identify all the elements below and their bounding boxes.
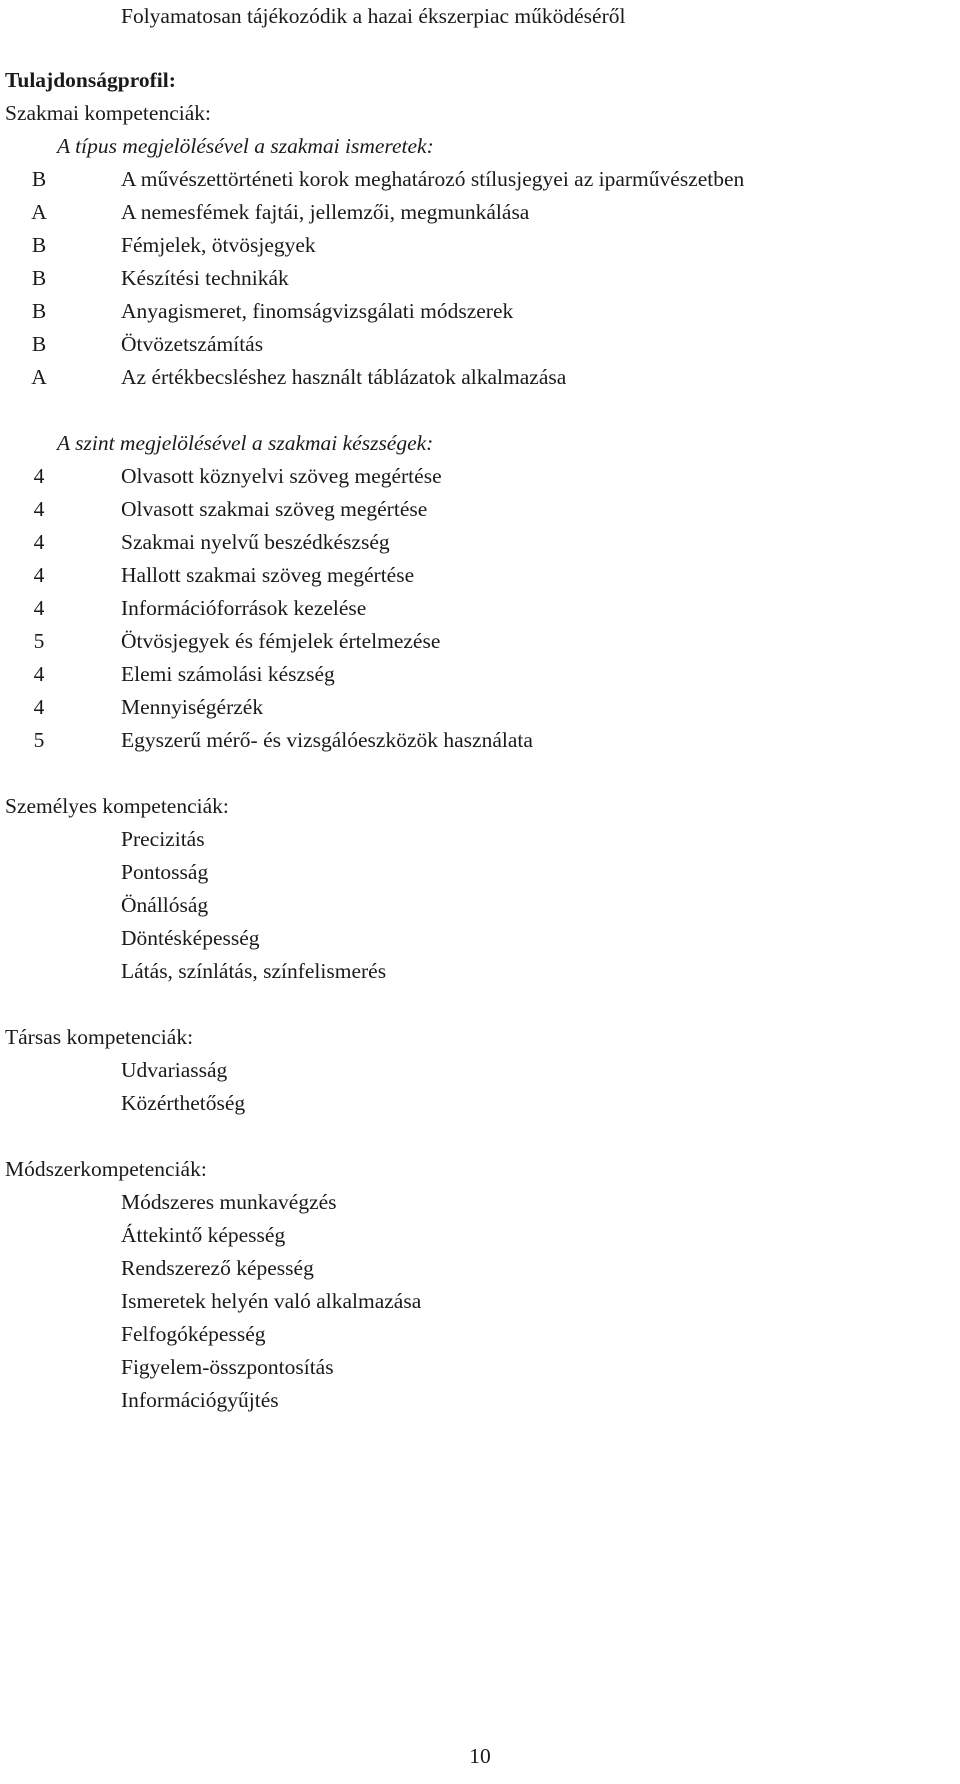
item-text: Olvasott szakmai szöveg megértése: [121, 497, 428, 521]
item-code: A: [31, 200, 47, 224]
item-level: 4: [33, 596, 45, 620]
method-heading: Módszerkompetenciák:: [5, 1157, 207, 1181]
item-text: Az értékbecsléshez használt táblázatok alkalmazása: [121, 365, 567, 389]
item-level: 5: [33, 728, 45, 752]
item-level: 5: [33, 629, 45, 653]
list-item: Látás, színlátás, színfelismerés: [121, 959, 387, 983]
item-text: Mennyiségérzék: [121, 695, 264, 719]
item-level: 4: [33, 695, 45, 719]
item-level: 4: [33, 662, 45, 686]
list-item: Felfogóképesség: [121, 1322, 266, 1346]
list-item: Pontosság: [121, 860, 209, 884]
list-item: Udvariasság: [121, 1058, 228, 1082]
personal-heading: Személyes kompetenciák:: [5, 794, 229, 818]
list-item: Információgyűjtés: [121, 1388, 279, 1412]
item-text: Információforrások kezelése: [121, 596, 367, 620]
item-text: Hallott szakmai szöveg megértése: [121, 563, 415, 587]
list-item: Önállóság: [121, 893, 209, 917]
list-item: Figyelem-összpontosítás: [121, 1355, 334, 1379]
item-code: B: [31, 299, 47, 323]
knowledge-heading: A típus megjelölésével a szakmai ismeretek:: [57, 134, 434, 158]
list-item: Precizitás: [121, 827, 205, 851]
item-text: A művészettörténeti korok meghatározó stílusjegyei az iparművészetben: [121, 167, 745, 191]
social-heading: Társas kompetenciák:: [5, 1025, 194, 1049]
item-text: Anyagismeret, finomságvizsgálati módszerek: [121, 299, 514, 323]
item-text: Egyszerű mérő- és vizsgálóeszközök használata: [121, 728, 533, 752]
profile-title: Tulajdonságprofil:: [5, 68, 176, 92]
skills-heading: A szint megjelölésével a szakmai készségek:: [57, 431, 434, 455]
item-code: B: [31, 233, 47, 257]
list-item: Döntésképesség: [121, 926, 260, 950]
item-level: 4: [33, 497, 45, 521]
page-number: 10: [469, 1744, 491, 1768]
list-item: Áttekintő képesség: [121, 1223, 286, 1247]
item-level: 4: [33, 464, 45, 488]
list-item: Közérthetőség: [121, 1091, 246, 1115]
list-item: Módszeres munkavégzés: [121, 1190, 337, 1214]
item-code: A: [31, 365, 47, 389]
item-text: A nemesfémek fajtái, jellemzői, megmunkálása: [121, 200, 530, 224]
item-text: Szakmai nyelvű beszédkészség: [121, 530, 390, 554]
item-text: Ötvösjegyek és fémjelek értelmezése: [121, 629, 441, 653]
item-level: 4: [33, 530, 45, 554]
item-code: B: [31, 266, 47, 290]
professional-heading: Szakmai kompetenciák:: [5, 101, 211, 125]
item-code: B: [31, 332, 47, 356]
item-text: Fémjelek, ötvösjegyek: [121, 233, 316, 257]
top-line: Folyamatosan tájékozódik a hazai ékszerpiac működéséről: [121, 4, 626, 28]
item-code: B: [31, 167, 47, 191]
list-item: Ismeretek helyén való alkalmazása: [121, 1289, 422, 1313]
item-level: 4: [33, 563, 45, 587]
item-text: Olvasott köznyelvi szöveg megértése: [121, 464, 442, 488]
item-text: Elemi számolási készség: [121, 662, 335, 686]
item-text: Készítési technikák: [121, 266, 289, 290]
item-text: Ötvözetszámítás: [121, 332, 264, 356]
list-item: Rendszerező képesség: [121, 1256, 314, 1280]
